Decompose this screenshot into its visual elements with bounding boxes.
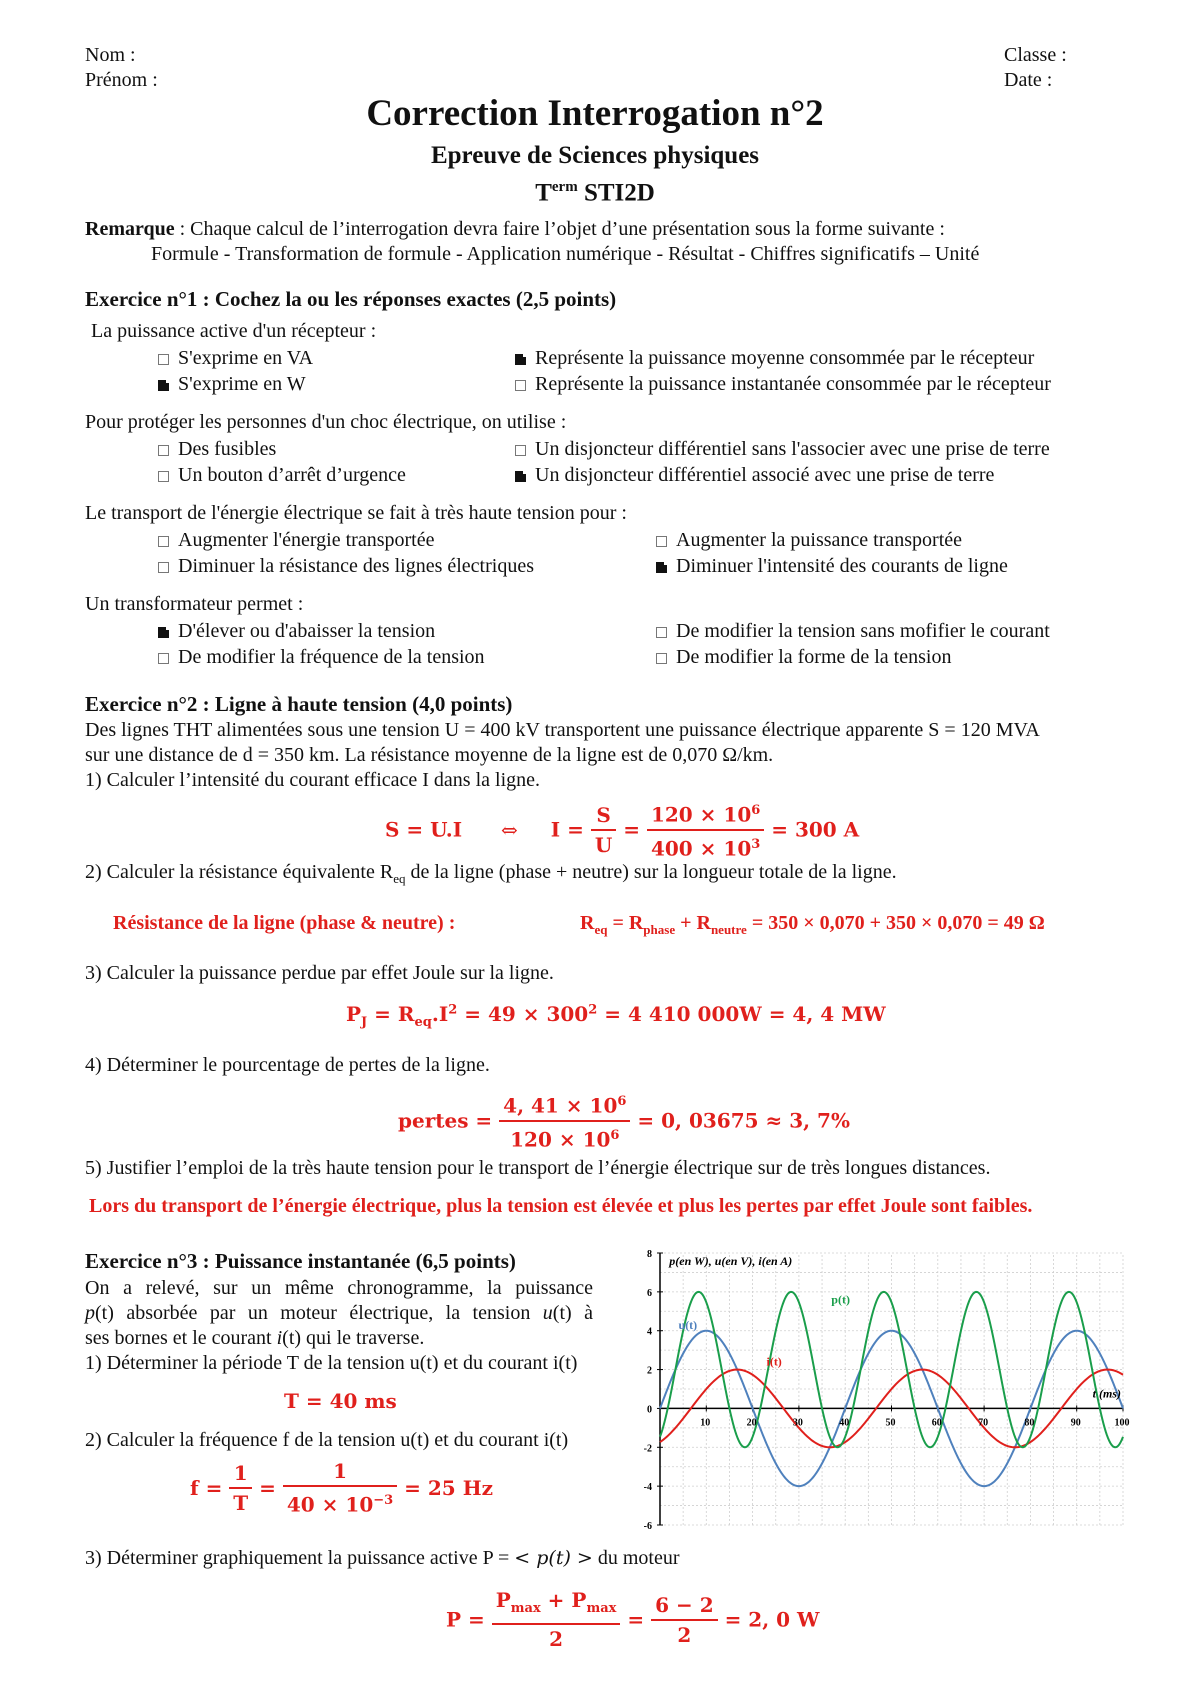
x-tick-label: 30 (792, 1417, 803, 1429)
ex1-q4-opt-a[interactable]: D'élever ou d'abaisser la tension (158, 619, 435, 643)
ex2-a4: pertes = $\frac{4, 41 \times 10^6}{120 \times 10^6}$ = 0, 03675 ≈ 3, 7% (398, 1088, 850, 1153)
ex1-q1-opt-b[interactable]: S'exprime en W (158, 372, 306, 396)
x-tick-label: 70 (978, 1417, 989, 1429)
ex1-q3-opt-a[interactable]: Augmenter l'énergie transportée (158, 528, 434, 552)
ex1-q2-opt-c[interactable]: Un disjoncteur différentiel sans l'associer avec une prise de terre (515, 437, 1050, 461)
x-tick-label: 40 (839, 1417, 850, 1429)
x-tick-label: 90 (1070, 1417, 1081, 1429)
ex3-q2: 2) Calculer la fréquence f de la tension u(t) et du courant i(t) (85, 1429, 569, 1451)
y-tick-label: 6 (647, 1287, 652, 1299)
ex1-q4: Un transformateur permet : (85, 593, 304, 615)
ex1-q3-opt-b[interactable]: Diminuer la résistance des lignes électriques (158, 554, 534, 578)
nom-label: Nom : (85, 44, 136, 66)
ex3-a1: T = 40 ms (284, 1389, 397, 1413)
checkbox-icon[interactable] (656, 536, 667, 547)
checkbox-icon[interactable] (158, 354, 169, 365)
classe-label: Classe : (1004, 44, 1067, 66)
ex3-a3: P = $\frac{P_{max} + P_{max}}{2}$ = $\frac{6 - 2}{2}$ = 2, 0 W (446, 1588, 820, 1651)
ex2-q1: 1) Calculer l’intensité du courant efficace I dans la ligne. (85, 769, 540, 791)
ex1-q3-opt-d[interactable]: Diminuer l'intensité des courants de ligne (656, 554, 1008, 578)
ex1-q1-opt-a[interactable]: S'exprime en VA (158, 346, 313, 370)
ex2-a1: S = U.I ⇔ I = $\frac{S}{U}$ = $\frac{120 \times 10^6}{400 \times 10^3}$ = 300 A (385, 797, 859, 862)
y-tick-label: 2 (647, 1365, 652, 1377)
remarque-line2: Formule - Transformation de formule - Application numérique - Résultat - Chiffres significatifs – Unité (151, 243, 980, 265)
ex3-q1: 1) Déterminer la période T de la tension u(t) et du courant i(t) (85, 1352, 578, 1374)
ex2-a2-formula: $R_{eq} = R_{phase} + R_{neutre} = 350 \times 0,070 + 350 \times 0,070 = 49$ Ω (580, 912, 1045, 937)
ex1-q4-opt-c[interactable]: De modifier la tension sans mofifier le courant (656, 619, 1050, 643)
ex2-intro-2: sur une distance de d = 350 km. La résistance moyenne de la ligne est de 0,070 Ω/km. (85, 744, 774, 766)
x-tick-label: 20 (746, 1417, 757, 1429)
ex1-q2: Pour protéger les personnes d'un choc électrique, on utilise : (85, 411, 567, 433)
ex2-a2-label: Résistance de la ligne (phase & neutre) : (113, 912, 456, 934)
checkbox-checked-icon[interactable] (158, 627, 169, 638)
ex2-q3: 3) Calculer la puissance perdue par effet Joule sur la ligne. (85, 962, 554, 984)
page-title: Correction Interrogation n°2 (366, 93, 824, 134)
series-label: p(t) (831, 1292, 850, 1307)
series-label: i(t) (766, 1354, 782, 1369)
checkbox-icon[interactable] (656, 627, 667, 638)
ex3-intro-3: ses bornes et le courant i(t) qui le traverse. (85, 1327, 425, 1349)
page-subtitle: Epreuve de Sciences physiques (430, 142, 760, 169)
ex3-q3: 3) Déterminer graphiquement la puissance active P = < p(t) > du moteur (85, 1547, 680, 1569)
x-tick-label: 80 (1024, 1417, 1035, 1429)
checkbox-icon[interactable] (515, 380, 526, 391)
checkbox-icon[interactable] (515, 445, 526, 456)
checkbox-checked-icon[interactable] (656, 562, 667, 573)
ex1-q3: Le transport de l'énergie électrique se fait à très haute tension pour : (85, 502, 627, 524)
ex2-q2: 2) Calculer la résistance équivalente $R_{eq}$ de la ligne (phase + neutre) sur la longueur totale de la ligne. (85, 861, 897, 886)
x-tick-label: 60 (931, 1417, 942, 1429)
x-tick-label: 50 (885, 1417, 896, 1429)
ex1-q2-opt-a[interactable]: Des fusibles (158, 437, 276, 461)
date-label: Date : (1004, 69, 1053, 91)
prenom-label: Prénom : (85, 69, 158, 91)
chart-title: p(en W), u(en V), i(en A) (669, 1253, 793, 1268)
ex3-a2: f = $\frac{1}{T}$ = $\frac{1}{40 \times 10^{-3}}$ = 25 Hz (190, 1459, 493, 1517)
ex1-q1-opt-d[interactable]: Représente la puissance instantanée consommée par le récepteur (515, 372, 1051, 396)
ex2-q5: 5) Justifier l’emploi de la très haute tension pour le transport de l’énergie électrique sur de très longues distances. (85, 1157, 991, 1179)
checkbox-checked-icon[interactable] (158, 380, 169, 391)
y-tick-label: 8 (647, 1249, 652, 1260)
ex1-q4-opt-d[interactable]: De modifier la forme de la tension (656, 645, 951, 669)
ex1-q2-opt-d[interactable]: Un disjoncteur différentiel associé avec une prise de terre (515, 463, 994, 487)
checkbox-checked-icon[interactable] (515, 354, 526, 365)
ex2-a5: Lors du transport de l’énergie électrique, plus la tension est élevée et plus les pertes par effet Joule sont faibles. (89, 1195, 1033, 1217)
x-axis-label: t (ms) (1092, 1386, 1121, 1401)
checkbox-checked-icon[interactable] (515, 471, 526, 482)
ex2-intro-1: Des lignes THT alimentées sous une tension U = 400 kV transportent une puissance électrique apparente S = 120 MVA (85, 719, 1040, 741)
remarque: Remarque : Chaque calcul de l’interrogation devra faire l’objet d’une présentation sous la forme suivante : (85, 218, 945, 240)
checkbox-icon[interactable] (158, 471, 169, 482)
ex2-title: Exercice n°2 : Ligne à haute tension (4,0 points) (85, 692, 513, 716)
ex1-q1: La puissance active d'un récepteur : (91, 320, 377, 342)
checkbox-icon[interactable] (656, 653, 667, 664)
y-tick-label: 4 (647, 1326, 652, 1338)
ex1-q1-opt-c[interactable]: Représente la puissance moyenne consommée par le récepteur (515, 346, 1034, 370)
series-label: u(t) (678, 1317, 698, 1332)
y-tick-label: -4 (643, 1482, 652, 1494)
ex2-q4: 4) Déterminer le pourcentage de pertes de la ligne. (85, 1054, 490, 1076)
checkbox-icon[interactable] (158, 445, 169, 456)
ex1-q3-opt-c[interactable]: Augmenter la puissance transportée (656, 528, 962, 552)
checkbox-icon[interactable] (158, 562, 169, 573)
ex3-intro-2: p(t) absorbée par un moteur électrique, la tension u(t) à (85, 1302, 593, 1324)
y-tick-label: -6 (643, 1521, 652, 1532)
ex1-q4-opt-b[interactable]: De modifier la fréquence de la tension (158, 645, 485, 669)
y-tick-label: 0 (647, 1404, 652, 1416)
x-tick-label: 100 (1114, 1417, 1130, 1429)
chart-labels (644, 1249, 1130, 1532)
checkbox-icon[interactable] (158, 653, 169, 664)
checkbox-icon[interactable] (158, 536, 169, 547)
ex3-intro-1: On a relevé, sur un même chronogramme, la puissance (85, 1277, 593, 1299)
x-tick-label: 10 (700, 1417, 711, 1429)
ex3-title: Exercice n°3 : Puissance instantanée (6,5 points) (85, 1249, 516, 1273)
ex2-a3: $P_J = R_{eq}.I^2 = 49 \times 300^2 = 4$ 410 000W = 4, 4 MW (346, 1002, 886, 1030)
chronogram-chart (628, 1243, 1133, 1538)
ex1-q2-opt-b[interactable]: Un bouton d’arrêt d’urgence (158, 463, 406, 487)
y-tick-label: -2 (643, 1443, 652, 1455)
ex1-title: Exercice n°1 : Cochez la ou les réponses exactes (2,5 points) (85, 287, 617, 311)
class-name: $T^{erm}$ STI2D (535, 179, 655, 207)
